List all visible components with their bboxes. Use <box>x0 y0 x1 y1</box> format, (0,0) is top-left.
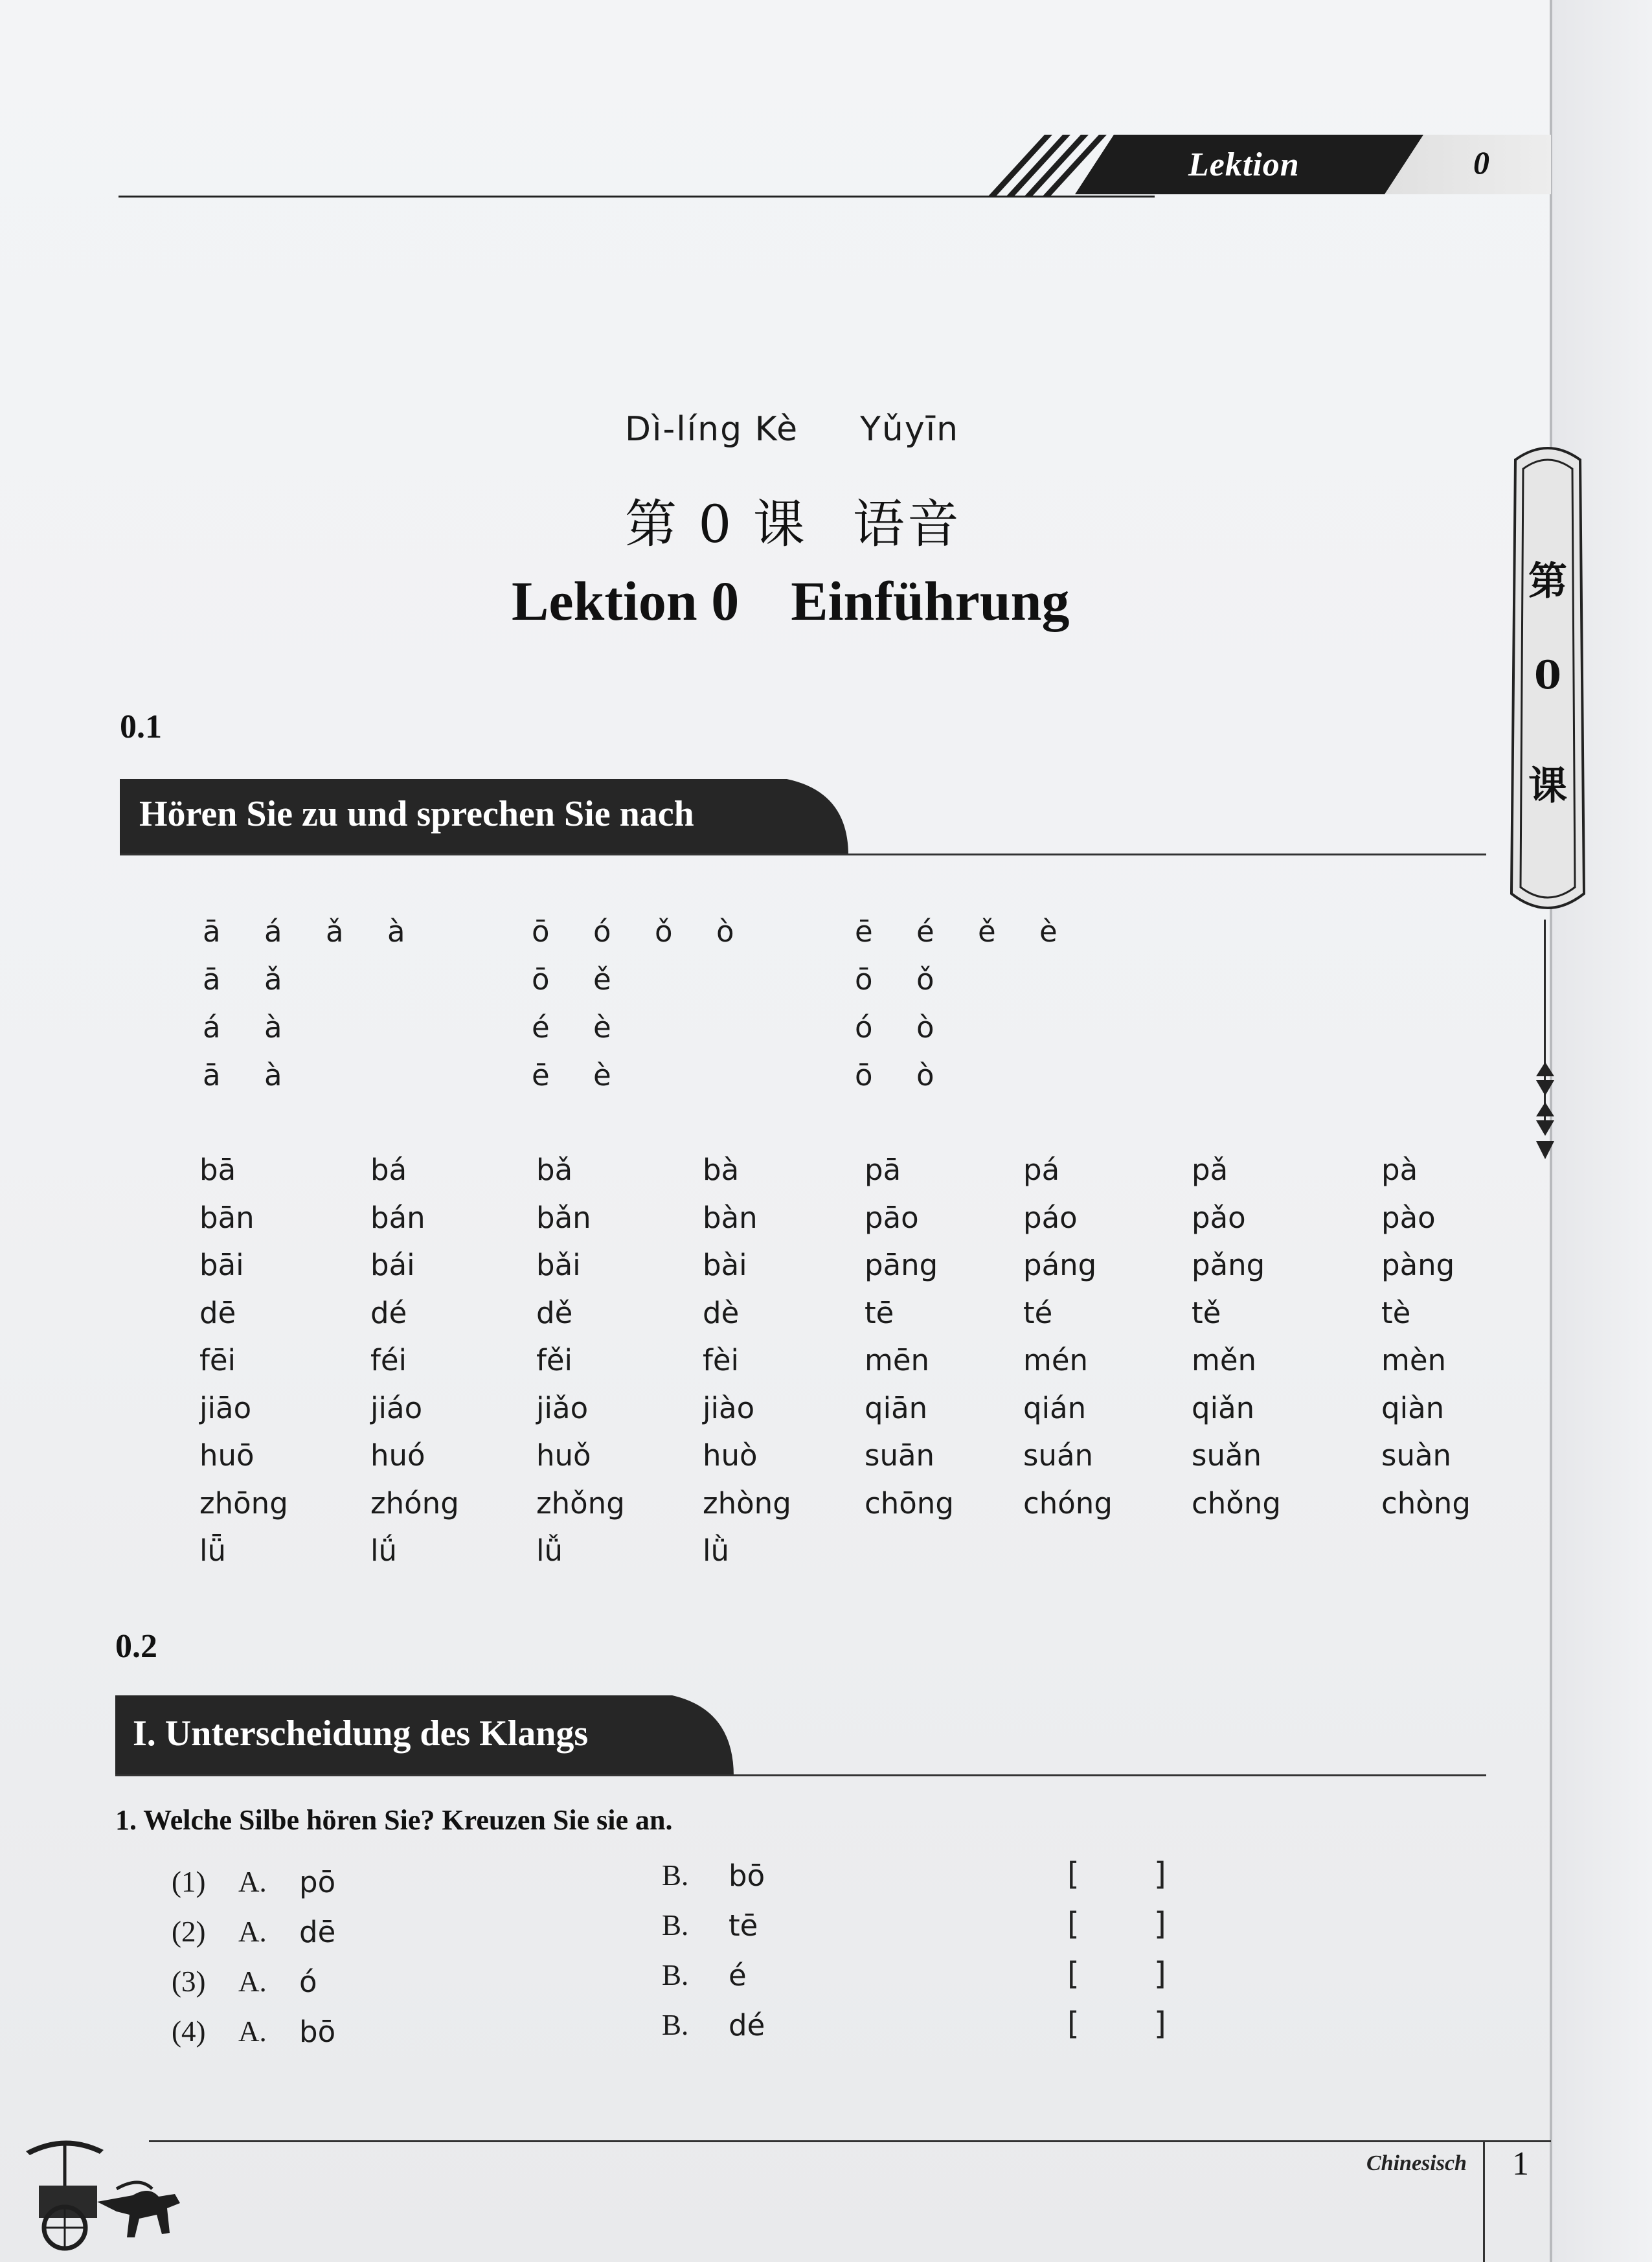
syllable: féi <box>370 1343 407 1377</box>
syllable: lǜ <box>703 1533 730 1568</box>
syllable: pǎng <box>1192 1248 1265 1282</box>
tone-mark: ō <box>532 962 550 997</box>
syllable: lǘ <box>370 1533 398 1568</box>
syllable: pàng <box>1381 1248 1455 1282</box>
syllable: fēi <box>199 1343 236 1377</box>
syllable: dē <box>199 1295 236 1330</box>
tone-mark: ě <box>593 962 611 997</box>
syllable: pāng <box>865 1248 938 1282</box>
option-b-label: B. <box>662 1859 689 1892</box>
answer-bracket-open: [ <box>1067 1956 1080 1992</box>
answer-bracket-open: [ <box>1067 1906 1080 1942</box>
exercise-item-number: (1) <box>172 1866 206 1898</box>
tone-mark: ō <box>532 914 550 949</box>
option-a-label: A. <box>238 1916 267 1948</box>
title-german <box>512 569 1069 633</box>
syllable: měn <box>1192 1343 1257 1377</box>
section-banner-0-2-label: I. Unterscheidung des Klangs <box>133 1713 589 1754</box>
tone-mark: ō <box>855 962 873 997</box>
tone-mark: ā <box>203 914 221 949</box>
syllable: bān <box>199 1200 255 1235</box>
answer-bracket-close: ] <box>1154 1906 1166 1942</box>
syllable: bǎ <box>536 1153 573 1187</box>
syllable: pá <box>1023 1153 1060 1187</box>
section-rule-0-2 <box>115 1774 1486 1776</box>
footer-label: Chinesisch <box>1366 2151 1467 2175</box>
syllable: chǒng <box>1192 1486 1281 1521</box>
syllable: jiāo <box>199 1390 252 1425</box>
syllable: mén <box>1023 1343 1089 1377</box>
answer-bracket-open: [ <box>1067 2006 1080 2042</box>
answer-bracket-open: [ <box>1067 1856 1080 1892</box>
syllable: lǖ <box>199 1533 227 1568</box>
syllable: jiǎo <box>536 1390 589 1425</box>
syllable: pǎo <box>1192 1200 1246 1235</box>
syllable: bāi <box>199 1248 244 1282</box>
syllable: bà <box>703 1153 740 1187</box>
tone-mark: ó <box>855 1010 873 1045</box>
syllable: jiáo <box>370 1390 423 1425</box>
title-chinese <box>625 482 962 557</box>
syllable: dè <box>703 1295 740 1330</box>
syllable: zhōng <box>199 1486 288 1521</box>
chariot-logo-icon <box>19 2124 188 2254</box>
tone-mark: è <box>1039 914 1058 949</box>
page-number: 1 <box>1512 2145 1529 2182</box>
background-beyond-page <box>1552 0 1652 2262</box>
syllable: chòng <box>1381 1486 1471 1521</box>
tone-mark: ǎ <box>326 914 344 949</box>
section-rule-0-1 <box>120 854 1486 855</box>
tone-mark: é <box>532 1010 550 1045</box>
syllable: dé <box>370 1295 407 1330</box>
syllable: zhǒng <box>536 1486 625 1521</box>
syllable: jiào <box>703 1390 755 1425</box>
syllable: dě <box>536 1295 573 1330</box>
syllable: suān <box>865 1438 935 1473</box>
section-banner-0-1-label: Hören Sie zu und sprechen Sie nach <box>139 794 694 834</box>
option-b-syllable[interactable]: bō <box>729 1859 765 1893</box>
syllable: chōng <box>865 1486 954 1521</box>
syllable: pāo <box>865 1200 919 1235</box>
option-a-syllable[interactable]: pō <box>299 1865 336 1899</box>
tone-mark: ǎ <box>264 962 282 997</box>
option-b-label: B. <box>662 1909 689 1941</box>
syllable: bā <box>199 1153 236 1187</box>
syllable: qián <box>1023 1390 1087 1425</box>
syllable: mèn <box>1381 1343 1447 1377</box>
syllable: bàn <box>703 1200 758 1235</box>
tone-mark: è <box>593 1058 611 1092</box>
side-tab-char-1: 第 <box>1528 559 1567 604</box>
section-number-0-2: 0.2 <box>115 1628 157 1665</box>
tone-mark: ě <box>978 914 996 949</box>
syllable: lǚ <box>536 1533 563 1568</box>
footer-divider <box>1483 2140 1485 2262</box>
syllable: suán <box>1023 1438 1094 1473</box>
syllable: bǎi <box>536 1248 581 1282</box>
syllable: zhòng <box>703 1486 791 1521</box>
section-number-0-1: 0.1 <box>120 708 162 745</box>
option-b-label: B. <box>662 1959 689 1991</box>
tone-mark: ò <box>716 914 734 949</box>
exercise-item-number: (2) <box>172 1916 206 1948</box>
tone-mark: é <box>916 914 934 949</box>
tone-mark: á <box>264 914 282 949</box>
syllable: huó <box>370 1438 425 1473</box>
title-german-part-1: Lektion 0 <box>512 570 740 632</box>
header-lektion-label: Lektion <box>1188 146 1300 183</box>
tone-mark: ò <box>916 1010 934 1045</box>
syllable: tě <box>1192 1295 1221 1330</box>
side-tab-arrows-icon <box>1532 1062 1558 1166</box>
title-pinyin-part-1: Dì-líng Kè <box>625 410 799 449</box>
tone-mark: ǒ <box>655 914 673 949</box>
syllable: pào <box>1381 1200 1436 1235</box>
title-german-part-2: Einführung <box>791 570 1070 632</box>
tone-mark: ā <box>203 962 221 997</box>
option-b-syllable[interactable]: dé <box>729 2008 765 2042</box>
syllable: bán <box>370 1200 425 1235</box>
syllable: páo <box>1023 1200 1078 1235</box>
tone-mark: á <box>203 1010 221 1045</box>
syllable: qiān <box>865 1390 928 1425</box>
side-tab-char-3: 课 <box>1528 763 1567 809</box>
syllable: chóng <box>1023 1486 1113 1521</box>
tone-mark: è <box>593 1010 611 1045</box>
option-a-syllable[interactable]: bō <box>299 2015 336 2049</box>
header-lektion-number: 0 <box>1473 144 1489 181</box>
tone-mark: ò <box>916 1058 934 1092</box>
option-a-label: A. <box>238 1866 267 1898</box>
syllable: páng <box>1023 1248 1097 1282</box>
tone-mark: à <box>264 1010 282 1045</box>
answer-bracket-close: ] <box>1154 2006 1166 2042</box>
exercise-title: 1. Welche Silbe hören Sie? Kreuzen Sie sie an. <box>115 1804 673 1836</box>
syllable: mēn <box>865 1343 930 1377</box>
tone-mark: ē <box>855 914 873 949</box>
syllable: bái <box>370 1248 415 1282</box>
syllable: suǎn <box>1192 1438 1262 1473</box>
title-chinese-part-2: 语音 <box>852 494 962 554</box>
option-b-syllable[interactable]: tē <box>729 1908 758 1943</box>
syllable: pā <box>865 1153 901 1187</box>
exercise-item-number: (4) <box>172 2015 206 2048</box>
syllable: bài <box>703 1248 747 1282</box>
syllable: zhóng <box>370 1486 459 1521</box>
tone-mark: ō <box>855 1058 873 1092</box>
option-a-syllable[interactable]: dē <box>299 1915 336 1949</box>
syllable: huō <box>199 1438 255 1473</box>
side-tab-char-2: 0 <box>1534 653 1561 698</box>
answer-bracket-close: ] <box>1154 1856 1166 1892</box>
tone-mark: à <box>387 914 405 949</box>
syllable: bá <box>370 1153 407 1187</box>
option-a-label: A. <box>238 1965 267 1998</box>
syllable: huǒ <box>536 1438 591 1473</box>
tone-mark: ē <box>532 1058 550 1092</box>
option-a-syllable[interactable]: ó <box>299 1965 317 1999</box>
syllable: té <box>1023 1295 1053 1330</box>
option-a-label: A. <box>238 2015 267 2048</box>
syllable: bǎn <box>536 1200 591 1235</box>
footer-rule <box>149 2140 1551 2142</box>
syllable: huò <box>703 1438 758 1473</box>
syllable: pà <box>1381 1153 1418 1187</box>
exercise-item-number: (3) <box>172 1965 206 1998</box>
answer-bracket-close: ] <box>1154 1956 1166 1992</box>
tone-mark: ǒ <box>916 962 934 997</box>
tone-mark: ó <box>593 914 611 949</box>
syllable: fèi <box>703 1343 740 1377</box>
option-b-syllable[interactable]: é <box>729 1958 747 1993</box>
syllable: fěi <box>536 1343 573 1377</box>
tone-mark: à <box>264 1058 282 1092</box>
title-pinyin <box>625 410 959 449</box>
title-chinese-part-1: 第 0 课 <box>625 494 808 554</box>
syllable: qiǎn <box>1192 1390 1255 1425</box>
syllable: tē <box>865 1295 894 1330</box>
title-pinyin-part-2: Yǔyīn <box>860 410 960 449</box>
option-b-label: B. <box>662 2009 689 2041</box>
syllable: qiàn <box>1381 1390 1445 1425</box>
syllable: pǎ <box>1192 1153 1228 1187</box>
tone-mark: ā <box>203 1058 221 1092</box>
syllable: suàn <box>1381 1438 1452 1473</box>
syllable: tè <box>1381 1295 1411 1330</box>
